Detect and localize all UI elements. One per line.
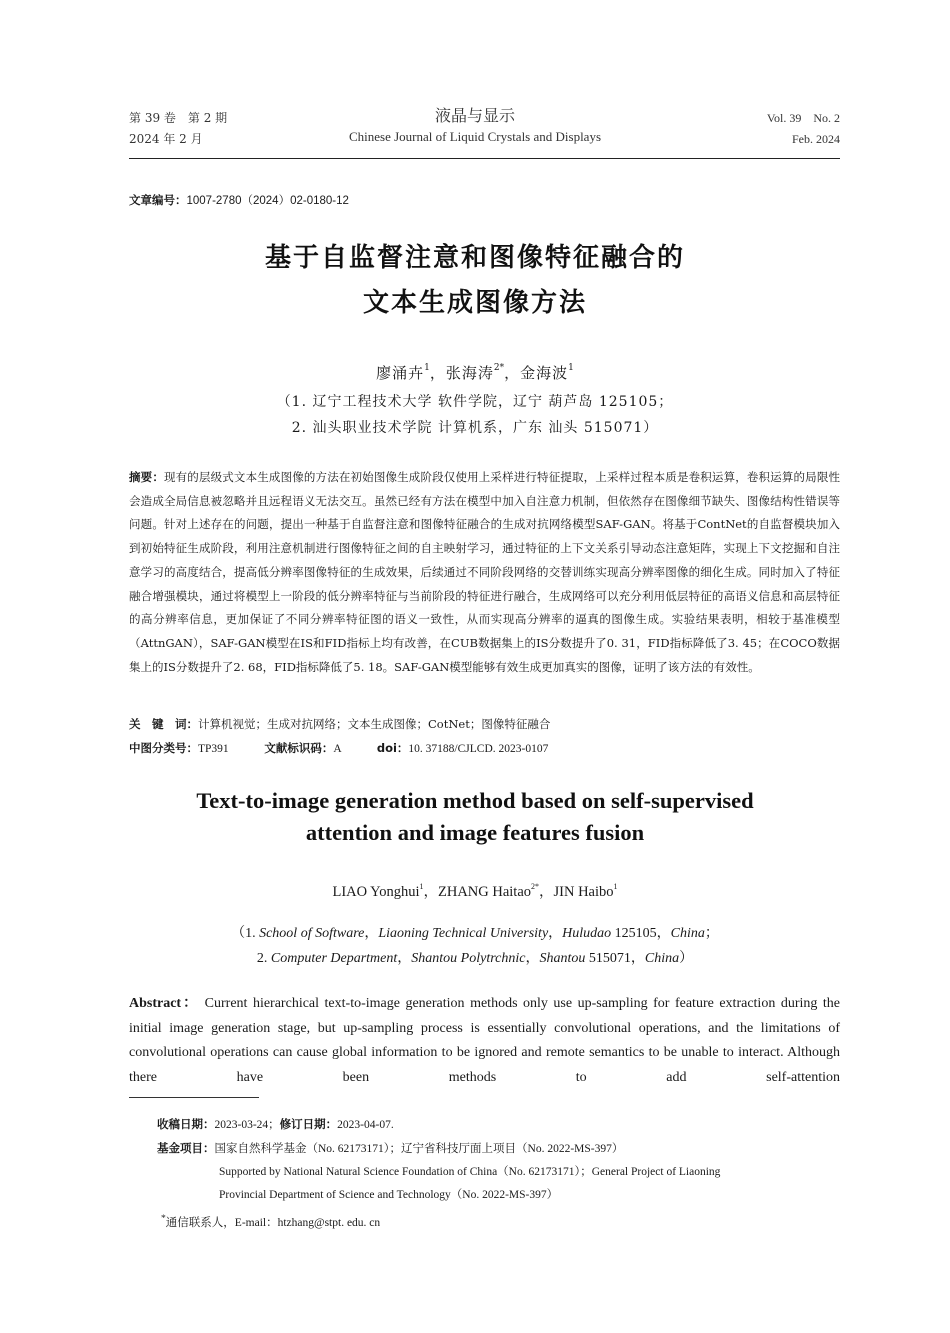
abstract-en [129, 992, 840, 1090]
article-number-value: 1007-2780（2024）02-0180-12 [186, 195, 349, 207]
author-en-sep-1: ， [423, 884, 438, 900]
volume-issue-cn: 第 39 卷 第 2 期 [129, 111, 228, 125]
doi-value: 10. 37188/CJLCD. 2023-0107 [408, 743, 549, 755]
affil-en-1-sep2: ， [548, 926, 563, 941]
author-en-1-sup: 1 [419, 882, 424, 891]
doi-label: doi： [376, 741, 409, 755]
footnote-corresponding [161, 1207, 847, 1235]
clc-value: TP391 [198, 743, 229, 755]
clc-label: 中图分类号： [129, 741, 198, 755]
header-divider [129, 158, 840, 159]
keywords-cn-label: 关 键 词： [129, 717, 198, 731]
running-header-right [767, 108, 840, 150]
author-cn-sep-1: ， [429, 364, 446, 382]
doc-code-value: A [333, 743, 342, 755]
title-en [0, 785, 950, 849]
affil-en-2-open: 2. [256, 950, 271, 966]
author-cn-1-sup: 1 [424, 363, 430, 373]
author-en-sep-2: ， [539, 884, 554, 900]
affil-en-2-institution: Shantou Polytrchnic [411, 950, 526, 966]
author-en-2: ZHANG Haitao [437, 884, 532, 900]
journal-name-cn: 液晶与显示 [434, 106, 515, 125]
date-en: Feb. 2024 [792, 132, 840, 146]
fund-label: 基金项目： [157, 1141, 215, 1155]
article-number [129, 192, 349, 208]
author-cn-3: 金海波 [520, 364, 569, 382]
abstract-cn-label: 摘要： [129, 470, 164, 484]
affil-en-2-country: China [644, 950, 680, 966]
affil-en-2-sep1: ， [397, 950, 412, 966]
affiliation-en-1 [0, 922, 950, 947]
footnote-divider [129, 1097, 259, 1098]
footnote-dates [157, 1113, 847, 1137]
journal-name-en: Chinese Journal of Liquid Crystals and Displays [348, 129, 602, 144]
volume-issue-en: Vol. 39 No. 2 [766, 111, 840, 125]
affil-en-2-sep2: ， [525, 950, 540, 966]
received-value: 2023-03-24； [214, 1119, 280, 1131]
affil-en-1-university: Liaoning Technical University [378, 926, 549, 941]
authors-cn [0, 356, 950, 385]
date-cn: 2024 年 2 月 [129, 132, 203, 146]
abstract-cn [129, 466, 840, 679]
fund-cn-text: 国家自然科学基金（No. 62173171）；辽宁省科技厅面上项目（No. 2022-MS-397） [214, 1143, 624, 1155]
footnote-fund-cn [157, 1137, 847, 1161]
affil-en-1-sep1: ， [364, 926, 379, 941]
author-en-3: JIN Haibo [553, 884, 614, 900]
affiliation-en-2 [0, 947, 950, 972]
corresponding-star: * [161, 1213, 166, 1224]
affil-en-1-school: School of Software [259, 926, 365, 941]
classification-row [129, 738, 840, 759]
abstract-en-colon: ： [181, 996, 200, 1011]
doc-code-label: 文献标识码： [264, 741, 334, 755]
keywords-cn [129, 714, 840, 734]
affil-en-1-zip: 125105， [611, 926, 671, 941]
keywords-cn-text: 计算机视觉；生成对抗网络；文本生成图像；CotNet；图像特征融合 [198, 717, 551, 731]
abstract-en-label: Abstract [129, 996, 182, 1011]
authors-en [0, 876, 950, 903]
article-number-label: 文章编号： [129, 193, 187, 207]
affil-en-2-end: ） [679, 950, 694, 966]
author-cn-2: 张海涛 [445, 364, 494, 382]
revised-value: 2023-04-07. [337, 1119, 394, 1131]
author-cn-1: 廖涌卉 [376, 364, 425, 382]
author-cn-3-sup: 1 [568, 363, 574, 373]
title-cn-line2: 文本生成图像方法 [362, 288, 587, 318]
affil-en-2-city: Shantou [539, 950, 586, 966]
author-cn-2-sup: 2* [493, 363, 505, 373]
footnotes [157, 1113, 847, 1235]
title-en-line1: Text-to-image generation method based on self-supervised [196, 788, 754, 813]
author-cn-sep-2: ， [504, 364, 521, 382]
abstract-en-text: Current hierarchical text-to-image generation methods only use up-sampling for feature extraction during the initial image generation stage, but up-sampling process is essentially convolutional operations, and the limitations of convolutional operations can cause global information to be ignored and remote semantics to be unable to interact. Although there have been methods to add self-attention [129, 996, 841, 1085]
author-en-1: LIAO Yonghui [332, 884, 420, 900]
author-en-2-sup: 2* [531, 882, 540, 891]
fund-en-line1: Supported by National Natural Science Foundation of China（No. 62173171）；General Project of Liaoning [219, 1166, 721, 1178]
fund-en-line2: Provincial Department of Science and Technology（No. 2022-MS-397） [219, 1189, 559, 1201]
revised-label: 修订日期： [279, 1117, 338, 1131]
abstract-cn-text: 现有的层级式文本生成图像的方法在初始图像生成阶段仅使用上采样进行特征提取，上采样过程本质是卷积运算，卷积运算的局限性会造成全局信息被忽略并且远程语义无法交互。虽然已经有方法在模型中加入自注意力机制，但依然存在图像细节缺失、图像结构性错误等问题。针对上述存在的问题，提出一种基于自监督注意和图像特征融合的生成对抗网络模型SAF-GAN。将基于ContNet的自监督模块加入到初始特征生成阶段，利用注意机制进行图像特征之间的自主映射学习，通过特征的上下文关系引导动态注意矩阵，实现上下文挖掘和自注意学习的高度结合，提高低分辨率图像特征的生成效果，后续通过不同阶段网络的交替训练实现高分辨率图像的细化生成。同时加入了特征融合增强模块，通过将模型上一阶段的低分辨率特征与当前阶段的特征进行融合，生成网络可以充分利用低层特征的高语义信息和高层特征的高分辨率信息，更加保证了不同分辨率特征图的语义一致性，从而实现高分辨率的逼真的图像生成。实验结果表明，相较于基准模型（AttnGAN），SAF-GAN模型在IS和FID指标上均有改善，在CUB数据集上的IS分数提升了0. 31，FID指标降低了3. 45；在COCO数据集上的IS分数提升了2. 68，FID指标降低了5. 18。SAF-GAN模型能够有效生成更加真实的图像，证明了该方法的有效性。 [129, 470, 841, 674]
affil-en-1-country: China [670, 926, 705, 941]
affiliation-cn-1: （1. 辽宁工程技术大学 软件学院，辽宁 葫芦岛 125105； [276, 394, 674, 410]
affil-en-2-zip: 515071， [585, 950, 645, 966]
title-cn [0, 236, 950, 326]
title-cn-line1: 基于自监督注意和图像特征融合的 [264, 243, 685, 273]
corresponding-text: 通信联系人，E-mail：htzhang@stpt. edu. cn [165, 1216, 381, 1229]
affiliation-cn-2: 2. 汕头职业技术学院 计算机系，广东 汕头 515071） [291, 420, 659, 436]
affiliations-cn [0, 389, 950, 441]
affil-en-1-city: Huludao [562, 926, 612, 941]
title-en-line2: attention and image features fusion [305, 820, 645, 845]
affiliations-en [0, 922, 950, 971]
affil-en-1-end: ； [704, 926, 719, 941]
received-label: 收稿日期： [157, 1117, 215, 1131]
author-en-3-sup: 1 [613, 882, 618, 891]
affil-en-1-open: （1. [231, 926, 260, 941]
affil-en-2-dept: Computer Department [270, 950, 398, 966]
